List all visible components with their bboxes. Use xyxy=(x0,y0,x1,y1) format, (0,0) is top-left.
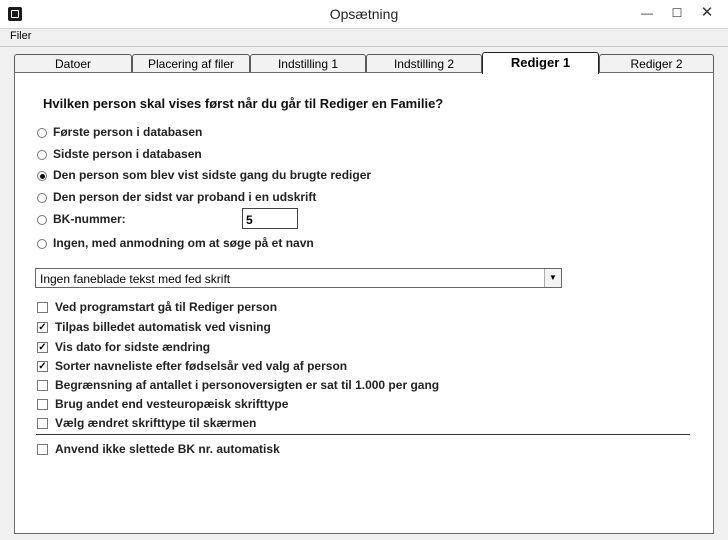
minimize-button[interactable] xyxy=(632,3,662,23)
radio-label: BK-nummer: xyxy=(53,212,126,226)
checkbox-label: Vis dato for sidste ændring xyxy=(55,340,211,354)
radio-label: Den person som blev vist sidste gang du brugte rediger xyxy=(53,168,372,182)
title-bar xyxy=(0,0,728,29)
checkbox-checked[interactable]: ✓ xyxy=(38,342,47,353)
radio-label: Den person der sidst var proband i en udskrift xyxy=(53,190,317,204)
checkbox-label: Sorter navneliste efter fødselsår ved valg af person xyxy=(55,359,348,373)
checkbox-checked[interactable]: ✓ xyxy=(38,322,47,333)
tab-datoer[interactable]: Datoer xyxy=(14,54,132,72)
menu-bar xyxy=(0,29,728,47)
radio-label: Første person i databasen xyxy=(53,125,203,139)
menu-file[interactable]: Filer xyxy=(10,30,32,42)
close-button[interactable] xyxy=(692,3,722,23)
radio-button-selected[interactable] xyxy=(37,171,47,181)
tab-strip xyxy=(14,52,714,73)
dropdown-value: Ingen faneblade tekst med fed skrift xyxy=(40,272,231,286)
checkbox[interactable] xyxy=(37,444,48,455)
tab-rediger-1[interactable]: Rediger 1 xyxy=(482,52,599,74)
checkbox-label: Tilpas billedet automatisk ved visning xyxy=(55,320,271,334)
minimize-icon: — xyxy=(641,6,653,20)
tab-placering-af-filer[interactable]: Placering af filer xyxy=(132,54,250,72)
checkbox-label: Vælg ændret skrifttype til skærmen xyxy=(55,416,257,430)
checkbox-checked[interactable]: ✓ xyxy=(38,361,47,372)
tab-indstilling-2[interactable]: Indstilling 2 xyxy=(366,54,482,72)
radio-label: Sidste person i databasen xyxy=(53,147,202,161)
radio-button[interactable] xyxy=(37,239,47,249)
checkbox[interactable] xyxy=(37,302,48,313)
window-title: Opsætning xyxy=(329,6,399,22)
bk-number-input[interactable] xyxy=(242,208,298,229)
tab-rediger-2[interactable]: Rediger 2 xyxy=(599,54,714,72)
radio-label: Ingen, med anmodning om at søge på et navn xyxy=(53,236,314,250)
tab-indstilling-1[interactable]: Indstilling 1 xyxy=(250,54,366,72)
tab-text-dropdown[interactable] xyxy=(35,268,562,288)
radio-button[interactable] xyxy=(37,215,47,225)
checkbox[interactable] xyxy=(37,418,48,429)
close-icon: ✕ xyxy=(700,4,714,21)
maximize-icon: ☐ xyxy=(671,6,683,20)
maximize-button[interactable] xyxy=(662,3,692,23)
checkbox-label: Ved programstart gå til Rediger person xyxy=(55,300,278,314)
radio-button[interactable] xyxy=(37,193,47,203)
checkbox[interactable] xyxy=(37,399,48,410)
radio-button[interactable] xyxy=(37,150,47,160)
divider xyxy=(36,434,690,435)
checkbox[interactable] xyxy=(37,380,48,391)
question-heading: Hvilken person skal vises først når du går til Rediger en Familie? xyxy=(43,96,444,111)
checkbox-label: Begrænsning af antallet i personoversigten er sat til 1.000 per gang xyxy=(55,378,440,392)
checkbox-label: Anvend ikke slettede BK nr. automatisk xyxy=(55,442,280,456)
radio-button[interactable] xyxy=(37,128,47,138)
dropdown-arrow-icon[interactable]: ▼ xyxy=(544,269,561,287)
checkbox-label: Brug andet end vesteuropæisk skrifttype xyxy=(55,397,289,411)
